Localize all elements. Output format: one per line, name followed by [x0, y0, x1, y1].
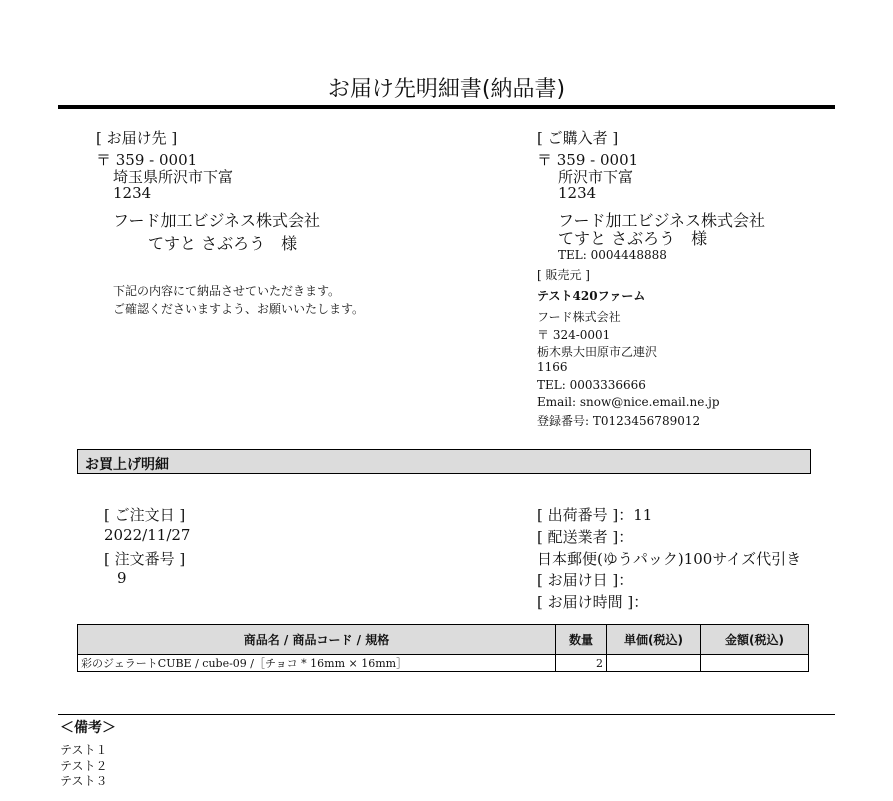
carrier-label: [ 配送業者 ]： — [537, 528, 634, 546]
notes-divider — [58, 714, 835, 715]
delivery-date-label: [ お届け日 ]： — [537, 571, 634, 589]
delivery-zip: 〒 359 - 0001 — [96, 151, 198, 169]
delivery-name: てすと さぶろう 様 — [148, 234, 298, 253]
title-divider — [58, 105, 835, 109]
table-header-row — [78, 625, 809, 655]
order-number-label: [ 注文番号 ] — [104, 550, 186, 568]
seller-heading: [ 販売元 ] — [537, 268, 590, 282]
seller-registration: 登録番号: T0123456789012 — [537, 414, 701, 428]
header-quantity: 数量 — [556, 625, 607, 655]
seller-email: Email: snow@nice.email.ne.jp — [537, 395, 720, 409]
shipping-number: [ 出荷番号 ]：11 — [537, 506, 653, 524]
seller-shop: テスト420ファーム — [537, 289, 646, 303]
message-line1: 下記の内容にて納品させていただきます。 — [113, 284, 341, 298]
seller-zip: 〒 324-0001 — [537, 328, 611, 342]
delivery-heading: [ お届け先 ] — [96, 129, 178, 147]
cell-amount — [701, 655, 809, 672]
document-title: お届け先明細書(納品書) — [327, 77, 566, 102]
order-date: 2022/11/27 — [104, 526, 191, 544]
carrier-value: 日本郵便(ゆうパック)100サイズ代引き — [537, 550, 802, 568]
notes-line: テスト２ — [60, 759, 108, 773]
delivery-company: フード加工ビジネス株式会社 — [113, 211, 321, 230]
header-unit-price: 単価(税込) — [607, 625, 701, 655]
seller-address1: 栃木県大田原市乙連沢 — [537, 345, 658, 359]
delivery-address2: 1234 — [113, 184, 152, 202]
order-number: 9 — [117, 569, 127, 587]
notes-line: テスト１ — [60, 743, 108, 757]
purchase-details-bar — [77, 449, 811, 474]
message-line2: ご確認くださいますよう、お願いいたします。 — [113, 302, 365, 316]
header-amount: 金額(税込) — [701, 625, 809, 655]
delivery-address1: 埼玉県所沢市下富 — [113, 168, 234, 186]
order-date-label: [ ご注文日 ] — [104, 506, 186, 524]
table-row — [78, 655, 809, 672]
buyer-zip: 〒 359 - 0001 — [537, 151, 639, 169]
header-product: 商品名 / 商品コード / 規格 — [78, 625, 556, 655]
notes-line: テスト３ — [60, 774, 108, 788]
seller-tel: TEL: 0003336666 — [537, 378, 646, 392]
cell-quantity: 2 — [556, 655, 607, 672]
seller-company: フード株式会社 — [537, 310, 621, 324]
buyer-company: フード加工ビジネス株式会社 — [558, 211, 766, 230]
cell-product: 彩のジェラートCUBE / cube-09 /［チョコ * 16mm × 16mm］ — [78, 655, 556, 672]
cell-unit-price — [607, 655, 701, 672]
buyer-address2: 1234 — [558, 184, 597, 202]
seller-address2: 1166 — [537, 360, 568, 374]
items-table — [77, 624, 809, 672]
purchase-details-title: お買上げ明細 — [85, 457, 169, 473]
buyer-address1: 所沢市下富 — [558, 168, 634, 186]
delivery-time-label: [ お届け時間 ]： — [537, 593, 649, 611]
buyer-heading: [ ご購入者 ] — [537, 129, 619, 147]
notes-title: ＜備考＞ — [60, 720, 116, 736]
buyer-tel: TEL: 0004448888 — [558, 248, 667, 262]
buyer-name: てすと さぶろう 様 — [558, 229, 708, 248]
